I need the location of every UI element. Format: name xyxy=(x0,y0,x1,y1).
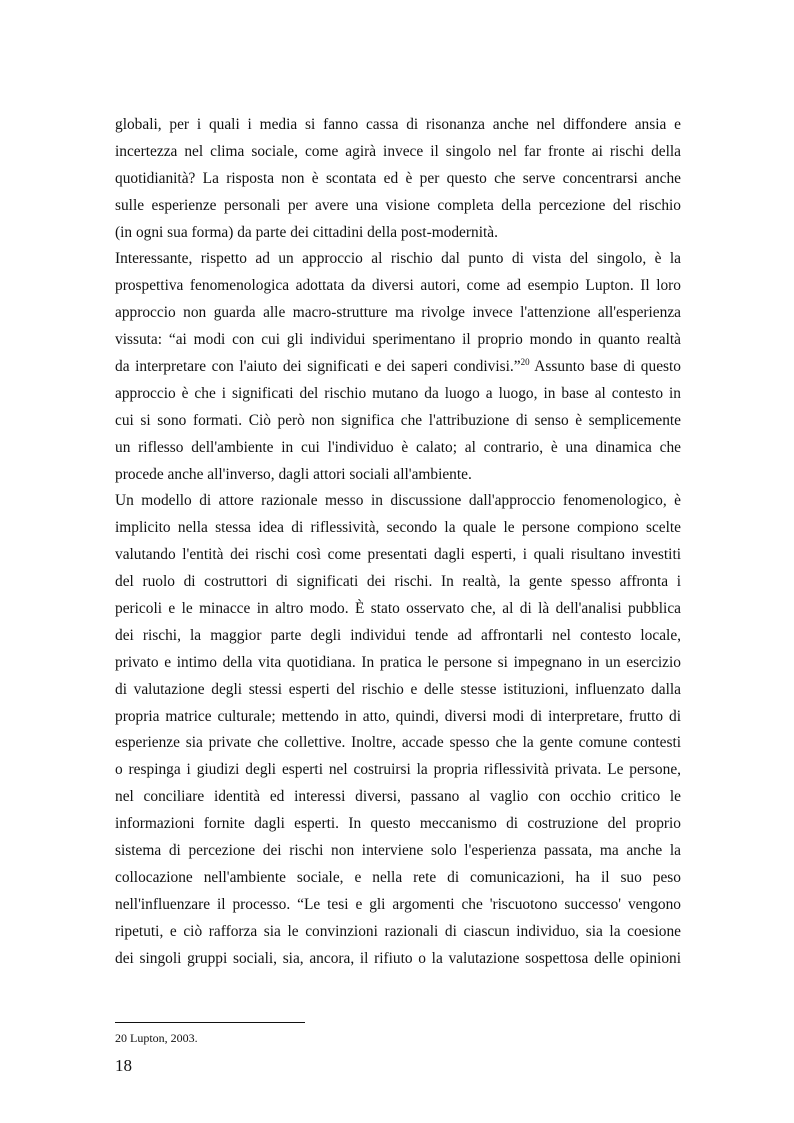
text-line: collocazione nell'ambiente sociale, e nella rete di comunicazioni, ha il suo peso xyxy=(115,868,681,886)
text-line: privato e intimo della vita quotidiana. In pratica le persone si impegnano in un esercizio xyxy=(115,653,681,671)
text-line: valutando l'entità dei rischi così come presentati dagli esperti, i quali risultano investiti xyxy=(115,546,681,564)
body-text xyxy=(115,112,681,973)
text-segment: da interpretare con l'aiuto dei significati e dei saperi condivisi.” xyxy=(115,358,521,376)
text-line: Interessante, rispetto ad un approccio al rischio dal punto di vista del singolo, è la xyxy=(115,250,681,268)
text-line: ripetuti, e ciò rafforza sia le convinzioni razionali di ciascun individuo, sia la coesione xyxy=(115,922,681,940)
text-line: incertezza nel clima sociale, come agirà invece il singolo nel far fronte ai rischi della xyxy=(115,142,681,160)
text-line: nel conciliare identità ed interessi diversi, passano al vaglio con occhio critico le xyxy=(115,788,681,806)
text-line: quotidianità? La risposta non è scontata ed è per questo che serve concentrarsi anche xyxy=(115,169,681,187)
text-line: pericoli e le minacce in altro modo. È stato osservato che, al di là dell'analisi pubblica xyxy=(115,600,681,618)
text-line: Un modello di attore razionale messo in discussione dall'approccio fenomenologico, è xyxy=(115,492,681,510)
text-line: del ruolo di costruttori di significati dei rischi. In realtà, la gente spesso affronta i xyxy=(115,573,681,591)
text-line: approccio è che i significati del rischio mutano da luogo a luogo, in base al contesto in xyxy=(115,384,681,402)
footnote-number: 20 xyxy=(115,1031,127,1045)
text-line: o respinga i giudizi degli esperti nel costruirsi la propria riflessività privata. Le persone, xyxy=(115,761,681,779)
paragraph xyxy=(115,112,681,246)
text-line: esperienze sia private che collettive. Inoltre, accade spesso che la gente comune contesti xyxy=(115,734,681,752)
text-line: nell'influenzare il processo. “Le tesi e gli argomenti che 'riscuotono successo' vengono xyxy=(115,895,681,913)
text-line: cui si sono formati. Ciò però non significa che l'attribuzione di senso è semplicemente xyxy=(115,411,681,429)
text-line: un riflesso dell'ambiente in cui l'individuo è calato; al contrario, è una dinamica che xyxy=(115,438,681,456)
text-segment: Assunto base di questo xyxy=(529,358,681,376)
text-line: (in ogni sua forma) da parte dei cittadini della post-modernità. xyxy=(115,223,498,241)
text-line: informazioni fornite dagli esperti. In questo meccanismo di costruzione del proprio xyxy=(115,815,681,833)
text-line: implicito nella stessa idea di riflessività, secondo la quale le persone compiono scelte xyxy=(115,519,681,537)
paragraph xyxy=(115,246,681,488)
text-line: di valutazione degli stessi esperti del rischio e delle stesse istituzioni, influenzato dalla xyxy=(115,680,681,698)
text-line: propria matrice culturale; mettendo in atto, quindi, diversi modi di interpretare, frutto di xyxy=(115,707,681,725)
text-line: sulle esperienze personali per avere una visione completa della percezione del rischio xyxy=(115,196,681,214)
paragraph xyxy=(115,488,681,972)
text-line: dei singoli gruppi sociali, sia, ancora, il rifiuto o la valutazione sospettosa delle opinioni xyxy=(115,949,681,967)
footnote-separator xyxy=(115,1022,305,1023)
text-line: dei rischi, la maggior parte degli individui tende ad affrontarli nel contesto locale, xyxy=(115,626,681,644)
text-line: globali, per i quali i media si fanno cassa di risonanza anche nel diffondere ansia e xyxy=(115,116,681,133)
text-line: sistema di percezione dei rischi non interviene solo l'esperienza passata, ma anche la xyxy=(115,842,681,860)
text-line: prospettiva fenomenologica adottata da diversi autori, come ad esempio Lupton. Il loro xyxy=(115,277,681,295)
page-number: 18 xyxy=(115,1056,132,1075)
text-line-with-footnote xyxy=(115,354,681,381)
footnote-text: Lupton, 2003. xyxy=(130,1031,198,1045)
text-line: procede anche all'inverso, dagli attori sociali all'ambiente. xyxy=(115,465,472,483)
footnote-reference[interactable]: 20 xyxy=(520,357,530,368)
text-line: vissuta: “ai modi con cui gli individui sperimentano il proprio mondo in quanto realtà xyxy=(115,331,681,349)
text-line: approccio non guarda alle macro-strutture ma rivolge invece l'attenzione all'esperienza xyxy=(115,304,681,322)
footnote xyxy=(115,1031,198,1046)
